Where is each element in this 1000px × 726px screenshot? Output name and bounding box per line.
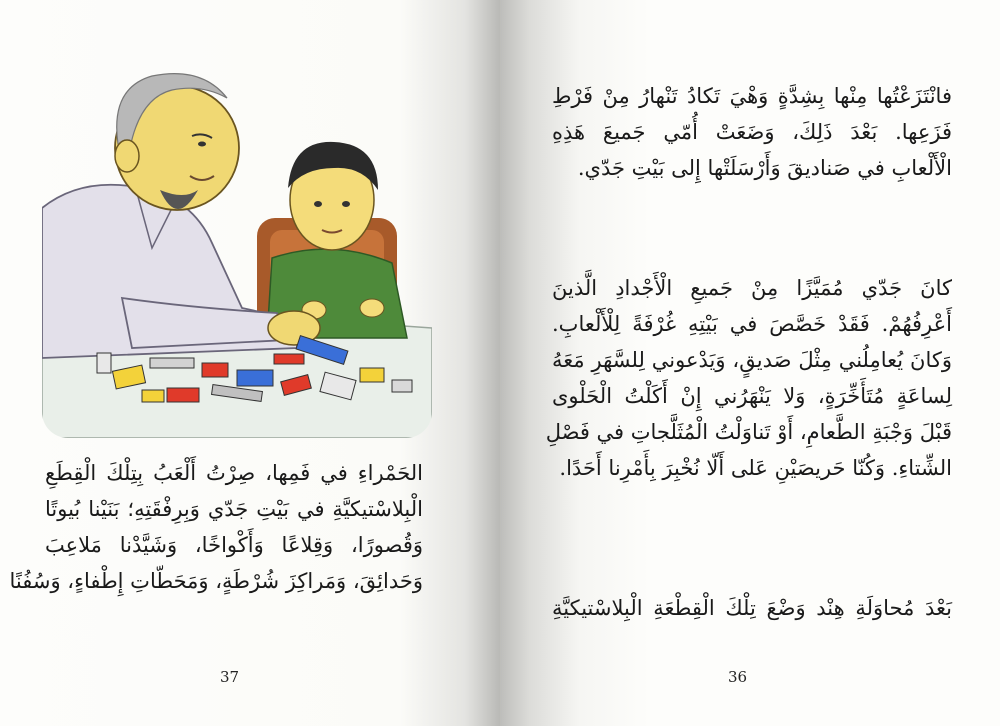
text-line: لِساعَةٍ مُتَأَخِّرَةٍ، وَلا يَنْهَرُني إِنْ أَكَلْتُ الْحَلْوى: [552, 384, 952, 408]
illustration: [42, 58, 432, 438]
page-number-right: 36: [728, 668, 748, 686]
text-line: أَعْرِفُهُمْ. فَقَدْ خَصَّصَ في بَيْتِهِ غُرْفَةً لِلْأَلْعابِ.: [552, 312, 952, 336]
text-line: قَبْلَ وَجْبَةِ الطَّعامِ، أَوْ تَناوَلْتُ الْمُثَلَّجاتِ في فَصْلِ: [545, 420, 952, 444]
text-line: فانْتَزَعْتُها مِنْها بِشِدَّةٍ وَهْيَ تَكادُ تَنْهارُ مِنْ فَرْطِ: [552, 84, 952, 108]
text-line: كانَ جَدّي مُمَيَّزًا مِنْ جَميعِ الْأَجْدادِ الَّذينَ: [552, 276, 952, 300]
text-line: وَكانَ يُعامِلُني مِثْلَ صَديقٍ، وَيَدْعوني لِلسَّهَرِ مَعَهُ: [552, 348, 952, 372]
page-number-left: 37: [220, 668, 240, 686]
grandfather-and-boy-building-toy-blocks-icon: [42, 58, 432, 438]
text-line: وَقُصورًا، وَقِلاعًا وَأَكْواخًا، وَشَيَّدْنا مَلاعِبَ: [45, 533, 423, 557]
text-line: الْبِلاسْتيكيَّةِ في بَيْتِ جَدّي وَبِرِفْقَتِهِ؛ بَنَيْنا بُيوتًا: [45, 497, 423, 521]
text-line: وَحَدائِقَ، وَمَراكِزَ شُرْطَةٍ، وَمَحَطّاتِ إِطْفاءٍ، وَسُفُنًا: [9, 569, 423, 593]
right-paragraph-3: [552, 590, 952, 626]
text-line: الْأَلْعابِ في صَناديقَ وَأَرْسَلَتْها إِلى بَيْتِ جَدّي.: [577, 156, 952, 180]
text-line: بَعْدَ مُحاوَلَةِ هِنْد وَضْعَ تِلْكَ الْقِطْعَةِ الْبِلاسْتيكيَّةِ: [552, 596, 952, 620]
text-line: الحَمْراءِ في فَمِها، صِرْتُ أَلْعَبُ بِتِلْكَ الْقِطَعِ: [45, 461, 423, 485]
left-paragraph: [9, 455, 423, 599]
text-line: فَزَعِها. بَعْدَ ذَلِكَ، وَضَعَتْ أُمّي جَميعَ هَذِهِ: [552, 120, 952, 144]
right-paragraph-2: [545, 270, 952, 486]
text-line: الشِّتاءِ. وَكُنّا حَريصَيْنِ عَلى أَلّا نُخْبِرَ بِأَمْرِنا أَحَدًا.: [559, 456, 952, 480]
right-page: [500, 0, 1000, 726]
right-paragraph-1: [552, 78, 952, 186]
